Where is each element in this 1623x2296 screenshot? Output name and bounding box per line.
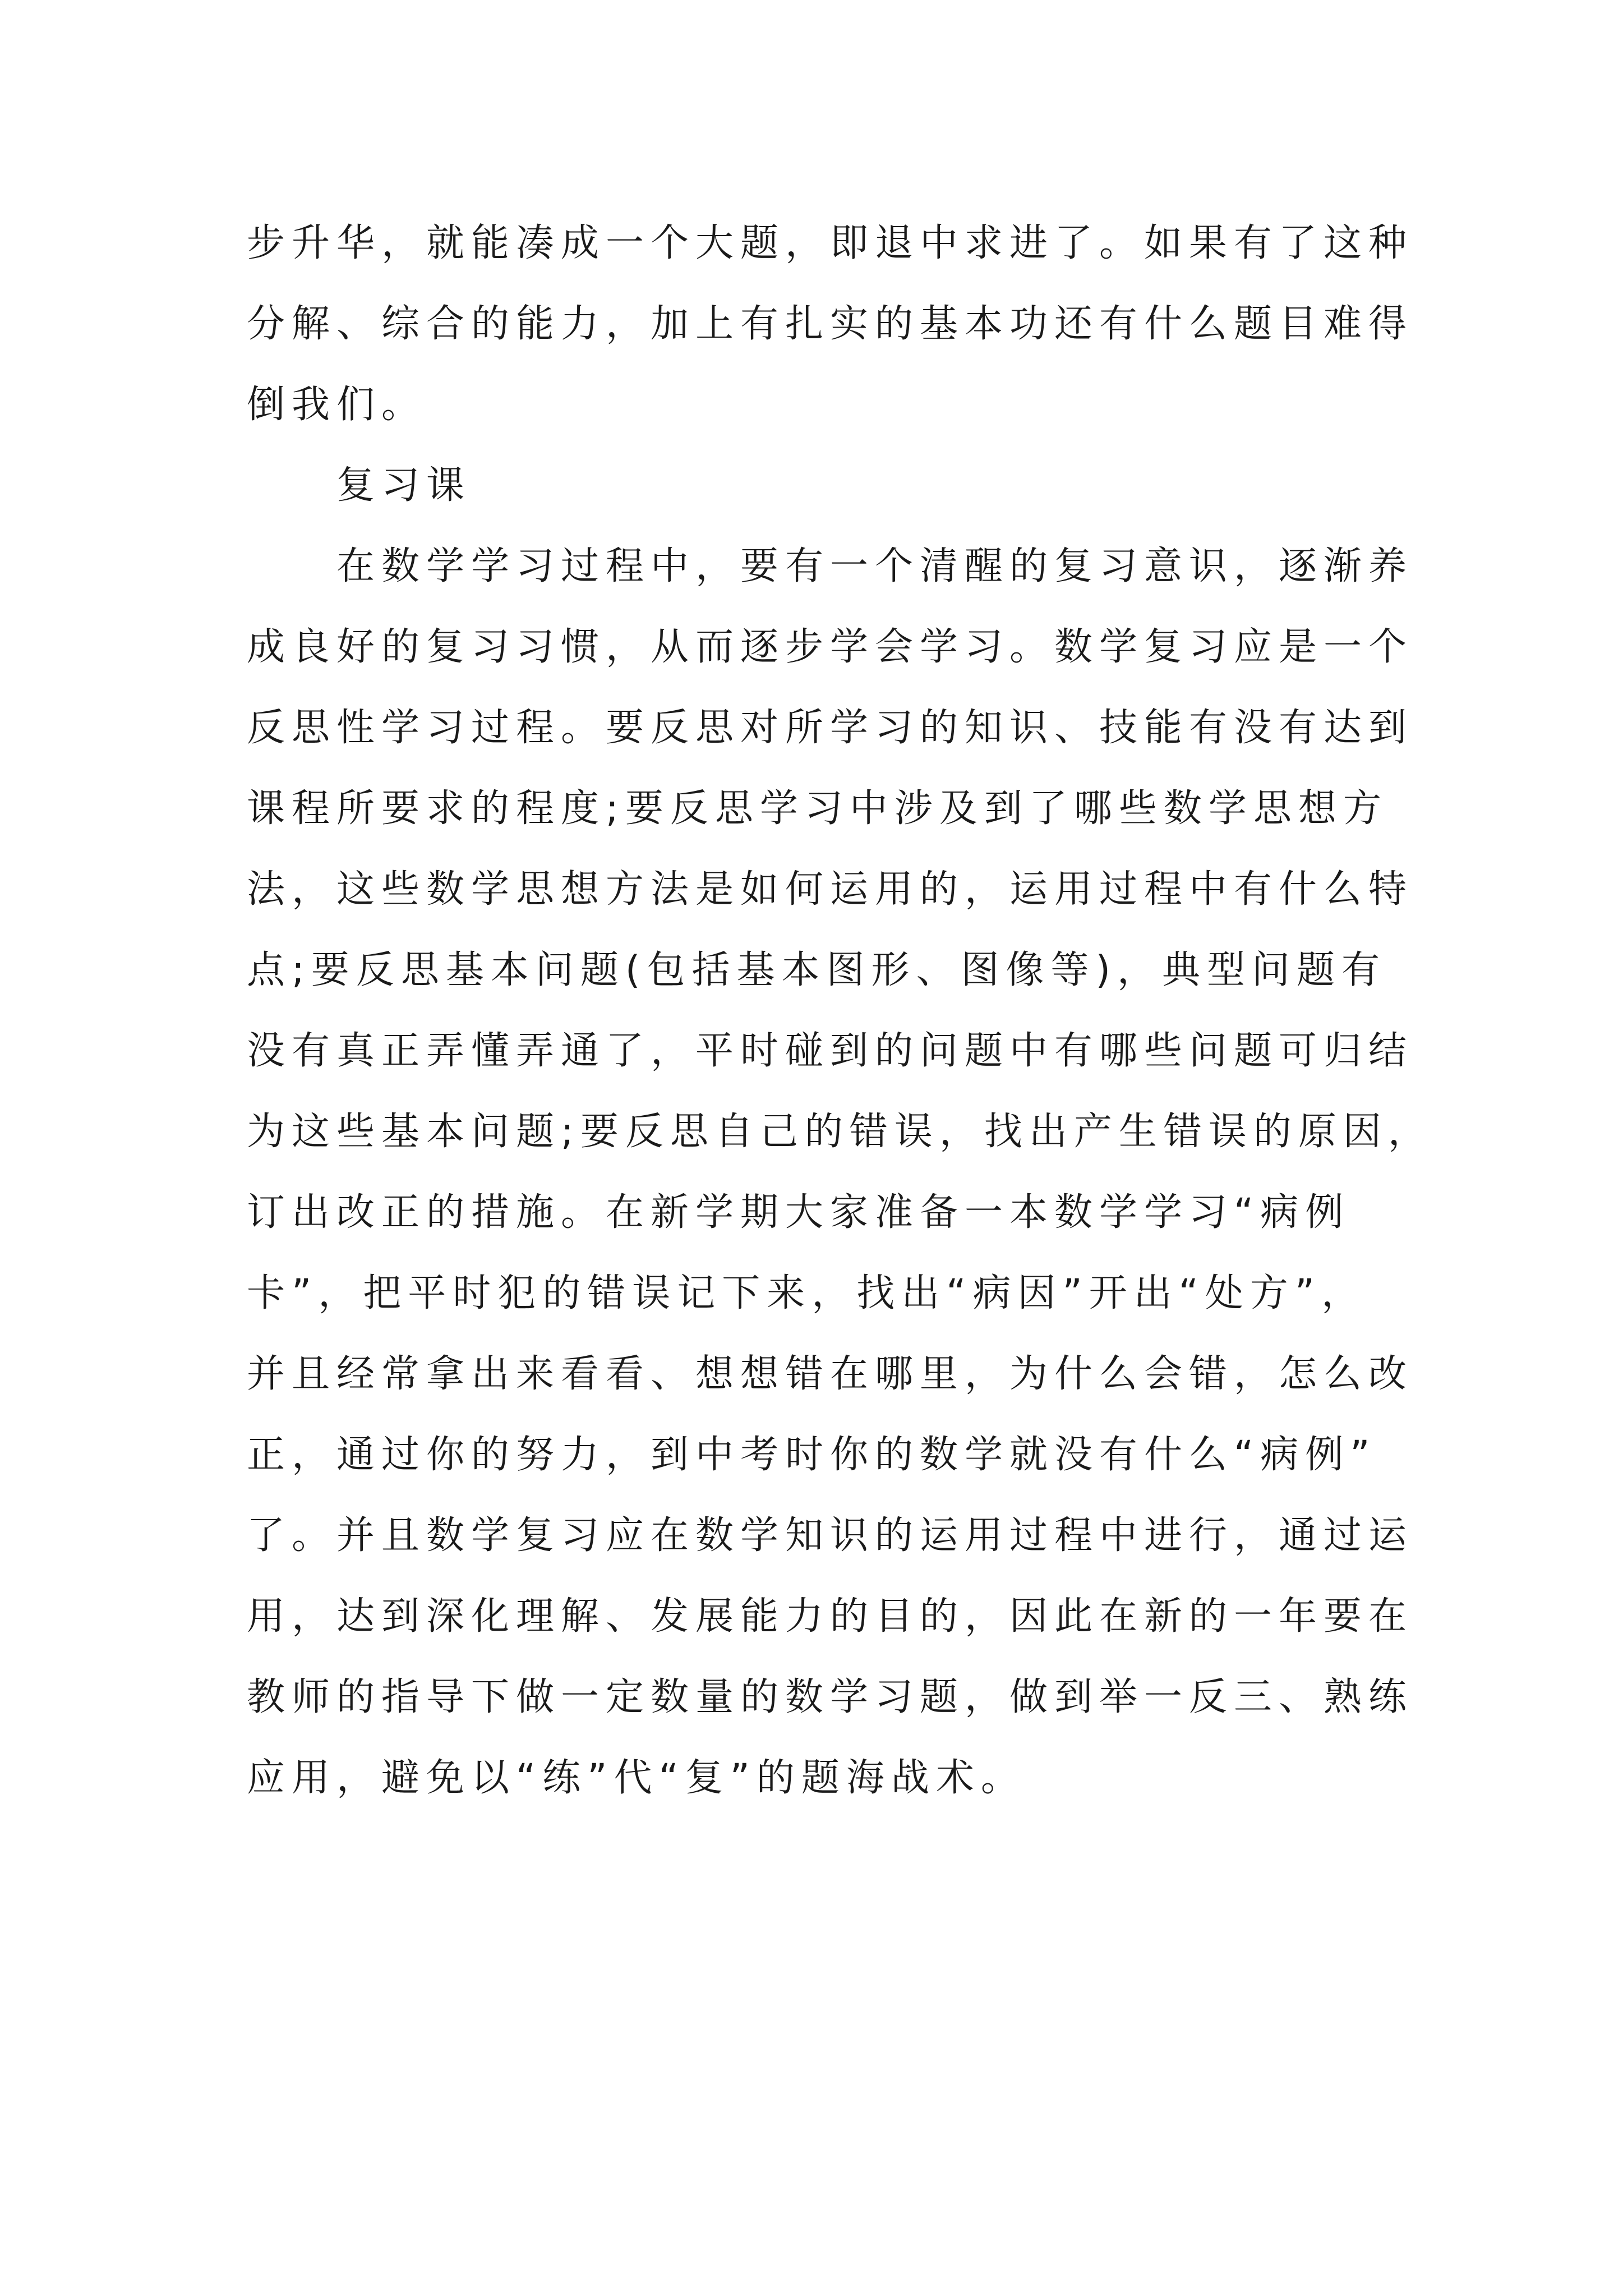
- paragraph-line: 法，这些数学思想方法是如何运用的，运用过程中有什么特: [247, 867, 1414, 912]
- paragraph-line: 卡”，把平时犯的错误记下来，找出“病因”开出“处方”，: [247, 1271, 1367, 1315]
- paragraph-line: 倒我们。: [247, 383, 427, 427]
- paragraph-line: 订出改正的措施。在新学期大家准备一本数学学习“病例: [247, 1190, 1350, 1235]
- paragraph-line: 步升华，就能凑成一个大题，即退中求进了。如果有了这种: [247, 221, 1414, 265]
- paragraph-line: 分解、综合的能力，加上有扎实的基本功还有什么题目难得: [247, 302, 1414, 346]
- paragraph-line: 没有真正弄懂弄通了，平时碰到的问题中有哪些问题可归结: [247, 1029, 1414, 1073]
- paragraph-line: 正，通过你的努力，到中考时你的数学就没有什么“病例”: [247, 1433, 1377, 1477]
- paragraph-line: 用，达到深化理解、发展能力的目的，因此在新的一年要在: [247, 1594, 1414, 1639]
- paragraph-line: 为这些基本问题;要反思自己的错误，找出产生错误的原因，: [247, 1110, 1433, 1154]
- paragraph-line: 并且经常拿出来看看、想想错在哪里，为什么会错，怎么改: [247, 1352, 1414, 1396]
- section-heading: 复习课: [336, 463, 472, 508]
- body-text: [247, 203, 1433, 1819]
- paragraph-line: 课程所要求的程度;要反思学习中涉及到了哪些数学思想方: [247, 786, 1388, 831]
- paragraph-line: 应用，避免以“练”代“复”的题海战术。: [247, 1756, 1026, 1800]
- paragraph-line: 点;要反思基本问题(包括基本图形、图像等)，典型问题有: [247, 948, 1386, 992]
- paragraph-line: 在数学学习过程中，要有一个清醒的复习意识，逐渐养: [336, 544, 1414, 588]
- paragraph-line: 教师的指导下做一定数量的数学习题，做到举一反三、熟练: [247, 1675, 1414, 1719]
- paragraph-line: 成良好的复习习惯，从而逐步学会学习。数学复习应是一个: [247, 625, 1414, 669]
- paragraph-line: 反思性学习过程。要反思对所学习的知识、技能有没有达到: [247, 706, 1414, 750]
- paragraph-line: 了。并且数学复习应在数学知识的运用过程中进行，通过运: [247, 1513, 1414, 1558]
